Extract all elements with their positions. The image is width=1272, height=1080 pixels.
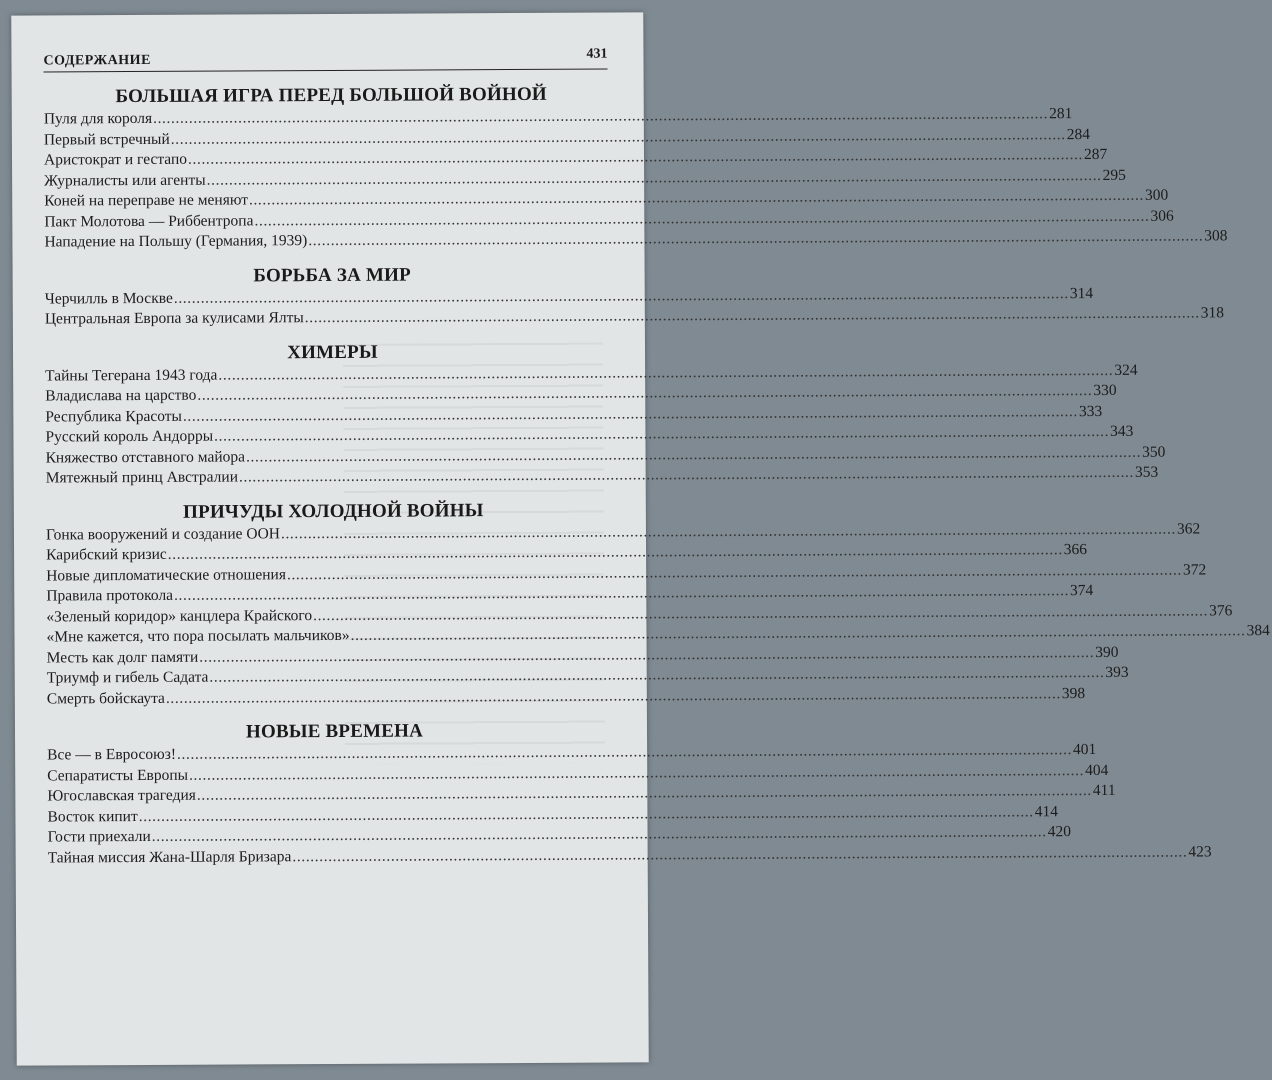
entry-page-number: 287 xyxy=(1083,145,1108,164)
toc-entry xyxy=(44,304,1225,330)
entry-page-number: 384 xyxy=(1246,622,1270,640)
entry-title: Сепаратисты Европы xyxy=(47,766,189,784)
entry-title: Нападение на Польшу (Германия, 1939) xyxy=(44,232,308,251)
entry-page-number: 398 xyxy=(1061,684,1086,702)
dot-leader: ........................................................................................................................................................................................................ xyxy=(214,422,1110,445)
entry-page-number: 411 xyxy=(1092,781,1116,800)
entry-title: Журналисты или агенты xyxy=(44,171,206,189)
dot-leader: ........................................................................................................................................................................................................ xyxy=(280,520,1176,542)
entry-title: «Зеленый коридор» канцлера Крайского xyxy=(46,606,313,625)
entry-page-number: 420 xyxy=(1047,823,1072,841)
entry-title: Все — в Евросоюз! xyxy=(47,745,177,764)
dot-leader: ........................................................................................................................................................................................................ xyxy=(187,146,1084,168)
entry-page-number: 372 xyxy=(1182,560,1207,579)
entry-page-number: 366 xyxy=(1063,541,1088,559)
dot-leader: ........................................................................................................................................................................................................ xyxy=(196,782,1092,804)
entry-title: Карибский кризис xyxy=(46,545,167,564)
entry-title: Правила протокола xyxy=(46,586,174,605)
entry-title: Месть как долг памяти xyxy=(46,648,199,666)
entry-page-number: 308 xyxy=(1204,227,1228,245)
entry-title: Югославская трагедия xyxy=(47,786,196,805)
entry-page-number: 414 xyxy=(1034,802,1059,820)
entry-page-number: 324 xyxy=(1114,361,1138,379)
entry-page-number: 374 xyxy=(1069,582,1094,600)
dot-leader: ........................................................................................................................................................................................................ xyxy=(199,643,1095,666)
section-title: ХИМЕРЫ xyxy=(287,341,378,363)
dot-leader: ........................................................................................................................................................................................................ xyxy=(350,622,1246,644)
table-of-contents xyxy=(43,82,1270,868)
dot-leader: ........................................................................................................................................................................................................ xyxy=(173,582,1070,604)
dot-leader: ........................................................................................................................................................................................................ xyxy=(292,843,1188,865)
entry-title: Смерть бойскаута xyxy=(46,689,165,707)
dot-leader: ........................................................................................................................................................................................................ xyxy=(197,382,1093,404)
dot-leader: ........................................................................................................................................................................................................ xyxy=(173,284,1069,307)
entry-page-number: 343 xyxy=(1110,422,1134,440)
entry-page-number: 353 xyxy=(1134,463,1159,481)
entry-title: Пуля для короля xyxy=(43,109,153,128)
entry-page-number: 300 xyxy=(1144,186,1169,204)
dot-leader: ........................................................................................................................................................................................................ xyxy=(313,601,1209,624)
section-title: БОРЬБА ЗА МИР xyxy=(253,264,411,286)
entry-title: Пакт Молотова — Риббентропа xyxy=(44,211,254,230)
dot-leader: ........................................................................................................................................................................................................ xyxy=(254,207,1150,229)
dot-leader: ........................................................................................................................................................................................................ xyxy=(138,802,1034,825)
dot-leader: ........................................................................................................................................................................................................ xyxy=(151,823,1047,845)
dot-leader: ........................................................................................................................................................................................................ xyxy=(165,684,1061,707)
entry-page-number: 362 xyxy=(1176,519,1201,538)
page-number: 431 xyxy=(586,46,608,62)
toc-entry xyxy=(46,684,1086,710)
dot-leader: ........................................................................................................................................................................................................ xyxy=(304,304,1200,327)
entry-title: Коней на переправе не меняют xyxy=(44,191,249,210)
entry-page-number: 350 xyxy=(1141,443,1166,461)
dot-leader: ........................................................................................................................................................................................................ xyxy=(238,463,1135,486)
dot-leader: ........................................................................................................................................................................................................ xyxy=(206,166,1102,189)
entry-page-number: 404 xyxy=(1085,761,1109,779)
entry-title: Черчилль в Москве xyxy=(44,289,173,307)
dot-leader: ........................................................................................................................................................................................................ xyxy=(167,541,1063,563)
dot-leader: ........................................................................................................................................................................................................ xyxy=(209,663,1105,686)
entry-page-number: 390 xyxy=(1095,643,1119,661)
entry-title: Русский король Андорры xyxy=(45,427,214,446)
toc-entry xyxy=(45,463,1159,489)
dot-leader: ........................................................................................................................................................................................................ xyxy=(153,105,1049,127)
entry-title: «Мне кажется, что пора посылать мальчиков» xyxy=(46,626,350,646)
section-title: ПРИЧУДЫ ХОЛОДНОЙ ВОЙНЫ xyxy=(183,499,484,523)
entry-page-number: 401 xyxy=(1072,740,1097,759)
toc-entry xyxy=(47,842,1212,869)
entry-page-number: 333 xyxy=(1078,402,1103,420)
dot-leader: ........................................................................................................................................................................................................ xyxy=(170,125,1066,148)
entry-page-number: 376 xyxy=(1209,601,1233,619)
entry-title: Гости приехали xyxy=(47,827,151,846)
dot-leader: ........................................................................................................................................................................................................ xyxy=(218,361,1114,384)
entry-title: Тайны Тегерана 1943 года xyxy=(45,366,218,384)
entry-page-number: 318 xyxy=(1200,304,1225,322)
entry-page-number: 393 xyxy=(1105,663,1129,681)
section-title: БОЛЬШАЯ ИГРА ПЕРЕД БОЛЬШОЙ ВОЙНОЙ xyxy=(115,83,547,108)
entry-title: Восток кипит xyxy=(47,807,138,825)
entry-title: Мятежный принц Австралии xyxy=(45,468,239,487)
dot-leader: ........................................................................................................................................................................................................ xyxy=(182,402,1078,425)
entry-title: Первый встречный xyxy=(43,130,170,148)
running-head-title: СОДЕРЖАНИЕ xyxy=(43,52,151,69)
dot-leader: ........................................................................................................................................................................................................ xyxy=(176,741,1073,763)
book-page xyxy=(11,12,1270,1065)
entry-title: Республика Красоты xyxy=(45,407,182,425)
dot-leader: ........................................................................................................................................................................................................ xyxy=(248,186,1144,209)
dot-leader: ........................................................................................................................................................................................................ xyxy=(308,227,1204,250)
entry-page-number: 306 xyxy=(1150,207,1174,225)
entry-title: Триумф и гибель Садата xyxy=(46,668,209,687)
entry-page-number: 281 xyxy=(1049,105,1073,123)
entry-page-number: 284 xyxy=(1066,125,1091,143)
dot-leader: ........................................................................................................................................................................................................ xyxy=(189,761,1085,784)
entry-title: Центральная Европа за кулисами Ялты xyxy=(44,309,304,328)
entry-title: Княжество отставного майора xyxy=(45,447,246,466)
entry-title: Аристократ и гестапо xyxy=(43,150,188,169)
entry-title: Владислава на царство xyxy=(45,386,197,405)
entry-title: Тайная миссия Жана-Шарля Бризара xyxy=(47,847,292,866)
entry-page-number: 295 xyxy=(1102,166,1126,184)
entry-title: Новые дипломатические отношения xyxy=(46,565,286,584)
dot-leader: ........................................................................................................................................................................................................ xyxy=(286,561,1182,583)
entry-title: Гонка вооружений и создание ООН xyxy=(45,524,280,543)
entry-page-number: 314 xyxy=(1069,284,1094,302)
running-head xyxy=(43,43,607,73)
section-title: НОВЫЕ ВРЕМЕНА xyxy=(245,720,424,743)
entry-page-number: 423 xyxy=(1188,842,1212,861)
toc-entry xyxy=(44,227,1228,253)
entry-page-number: 330 xyxy=(1093,381,1117,400)
dot-leader: ........................................................................................................................................................................................................ xyxy=(246,443,1142,465)
